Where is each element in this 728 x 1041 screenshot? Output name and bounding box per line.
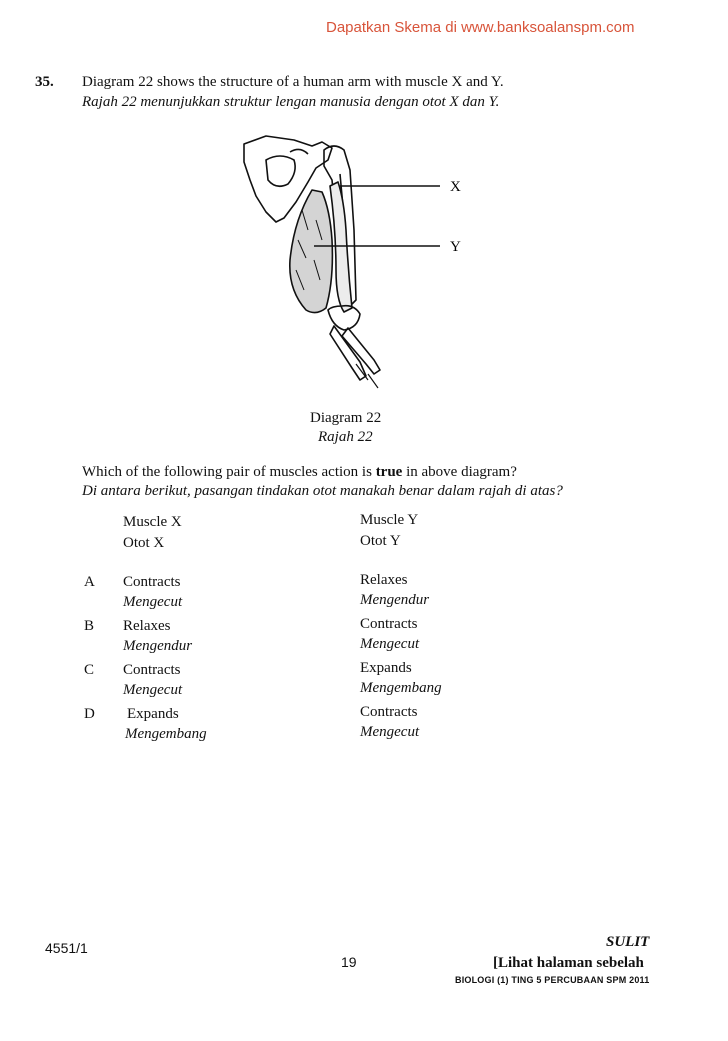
option-a-y-ms: Mengendur xyxy=(360,592,430,608)
option-d-x-en: Expands xyxy=(127,706,179,722)
paper-code: 4551/1 xyxy=(45,940,88,956)
watermark-link[interactable]: Dapatkan Skema di www.banksoalanspm.com xyxy=(326,19,635,36)
paper-title: BIOLOGI (1) TING 5 PERCUBAAN SPM 2011 xyxy=(455,975,650,985)
triceps-muscle-x xyxy=(330,182,352,312)
prompt-text-2: in above diagram? xyxy=(402,464,517,480)
header-muscle-y-ms: Otot Y xyxy=(360,533,401,549)
header-muscle-y-en: Muscle Y xyxy=(360,512,419,528)
option-b-x-en: Relaxes xyxy=(123,618,171,634)
option-c-y-ms: Mengembang xyxy=(360,680,442,696)
option-a-x-ms: Mengecut xyxy=(123,594,183,610)
option-d-y-en: Contracts xyxy=(360,704,418,720)
question-prompt-ms: Di antara berikut, pasangan tindakan otot manakah benar dalam rajah di atas? xyxy=(82,483,563,499)
option-c-x-ms: Mengecut xyxy=(123,682,183,698)
question-number: 35. xyxy=(35,74,54,90)
header-muscle-x-ms: Otot X xyxy=(123,535,165,551)
ulna-bone xyxy=(342,328,380,374)
option-a-letter[interactable]: A xyxy=(84,574,95,590)
next-page-note: [Lihat halaman sebelah xyxy=(493,955,644,971)
question-prompt-en xyxy=(82,464,517,481)
option-a-y-en: Relaxes xyxy=(360,572,408,588)
option-b-x-ms: Mengendur xyxy=(123,638,193,654)
option-d-letter[interactable]: D xyxy=(84,706,95,722)
option-c-y-en: Expands xyxy=(360,660,412,676)
diagram-caption-en: Diagram 22 xyxy=(310,410,382,426)
option-b-letter[interactable]: B xyxy=(84,618,95,634)
page-number: 19 xyxy=(341,954,357,970)
option-d-y-ms: Mengecut xyxy=(360,724,420,740)
question-stem-ms: Rajah 22 menunjukkan struktur lengan manusia dengan otot X dan Y. xyxy=(82,94,500,110)
option-c-letter[interactable]: C xyxy=(84,662,95,678)
option-d-x-ms: Mengembang xyxy=(125,726,207,742)
question-stem-en: Diagram 22 shows the structure of a human arm with muscle X and Y. xyxy=(82,74,504,90)
prompt-emphasis: true xyxy=(375,464,403,480)
prompt-text-1: Which of the following pair of muscles action is xyxy=(82,464,376,480)
option-b-y-ms: Mengecut xyxy=(360,636,420,652)
option-b-y-en: Contracts xyxy=(360,616,418,632)
radius-bone xyxy=(330,326,366,380)
option-c-x-en: Contracts xyxy=(123,662,181,678)
option-a-x-en: Contracts xyxy=(123,574,181,590)
sulit-label: SULIT xyxy=(606,934,650,950)
biceps-muscle-y xyxy=(290,190,333,313)
header-muscle-x-en: Muscle X xyxy=(123,514,182,530)
label-x: X xyxy=(450,179,461,195)
arm-muscle-diagram xyxy=(236,130,476,400)
diagram-caption-ms: Rajah 22 xyxy=(318,429,373,445)
label-y: Y xyxy=(450,239,461,255)
